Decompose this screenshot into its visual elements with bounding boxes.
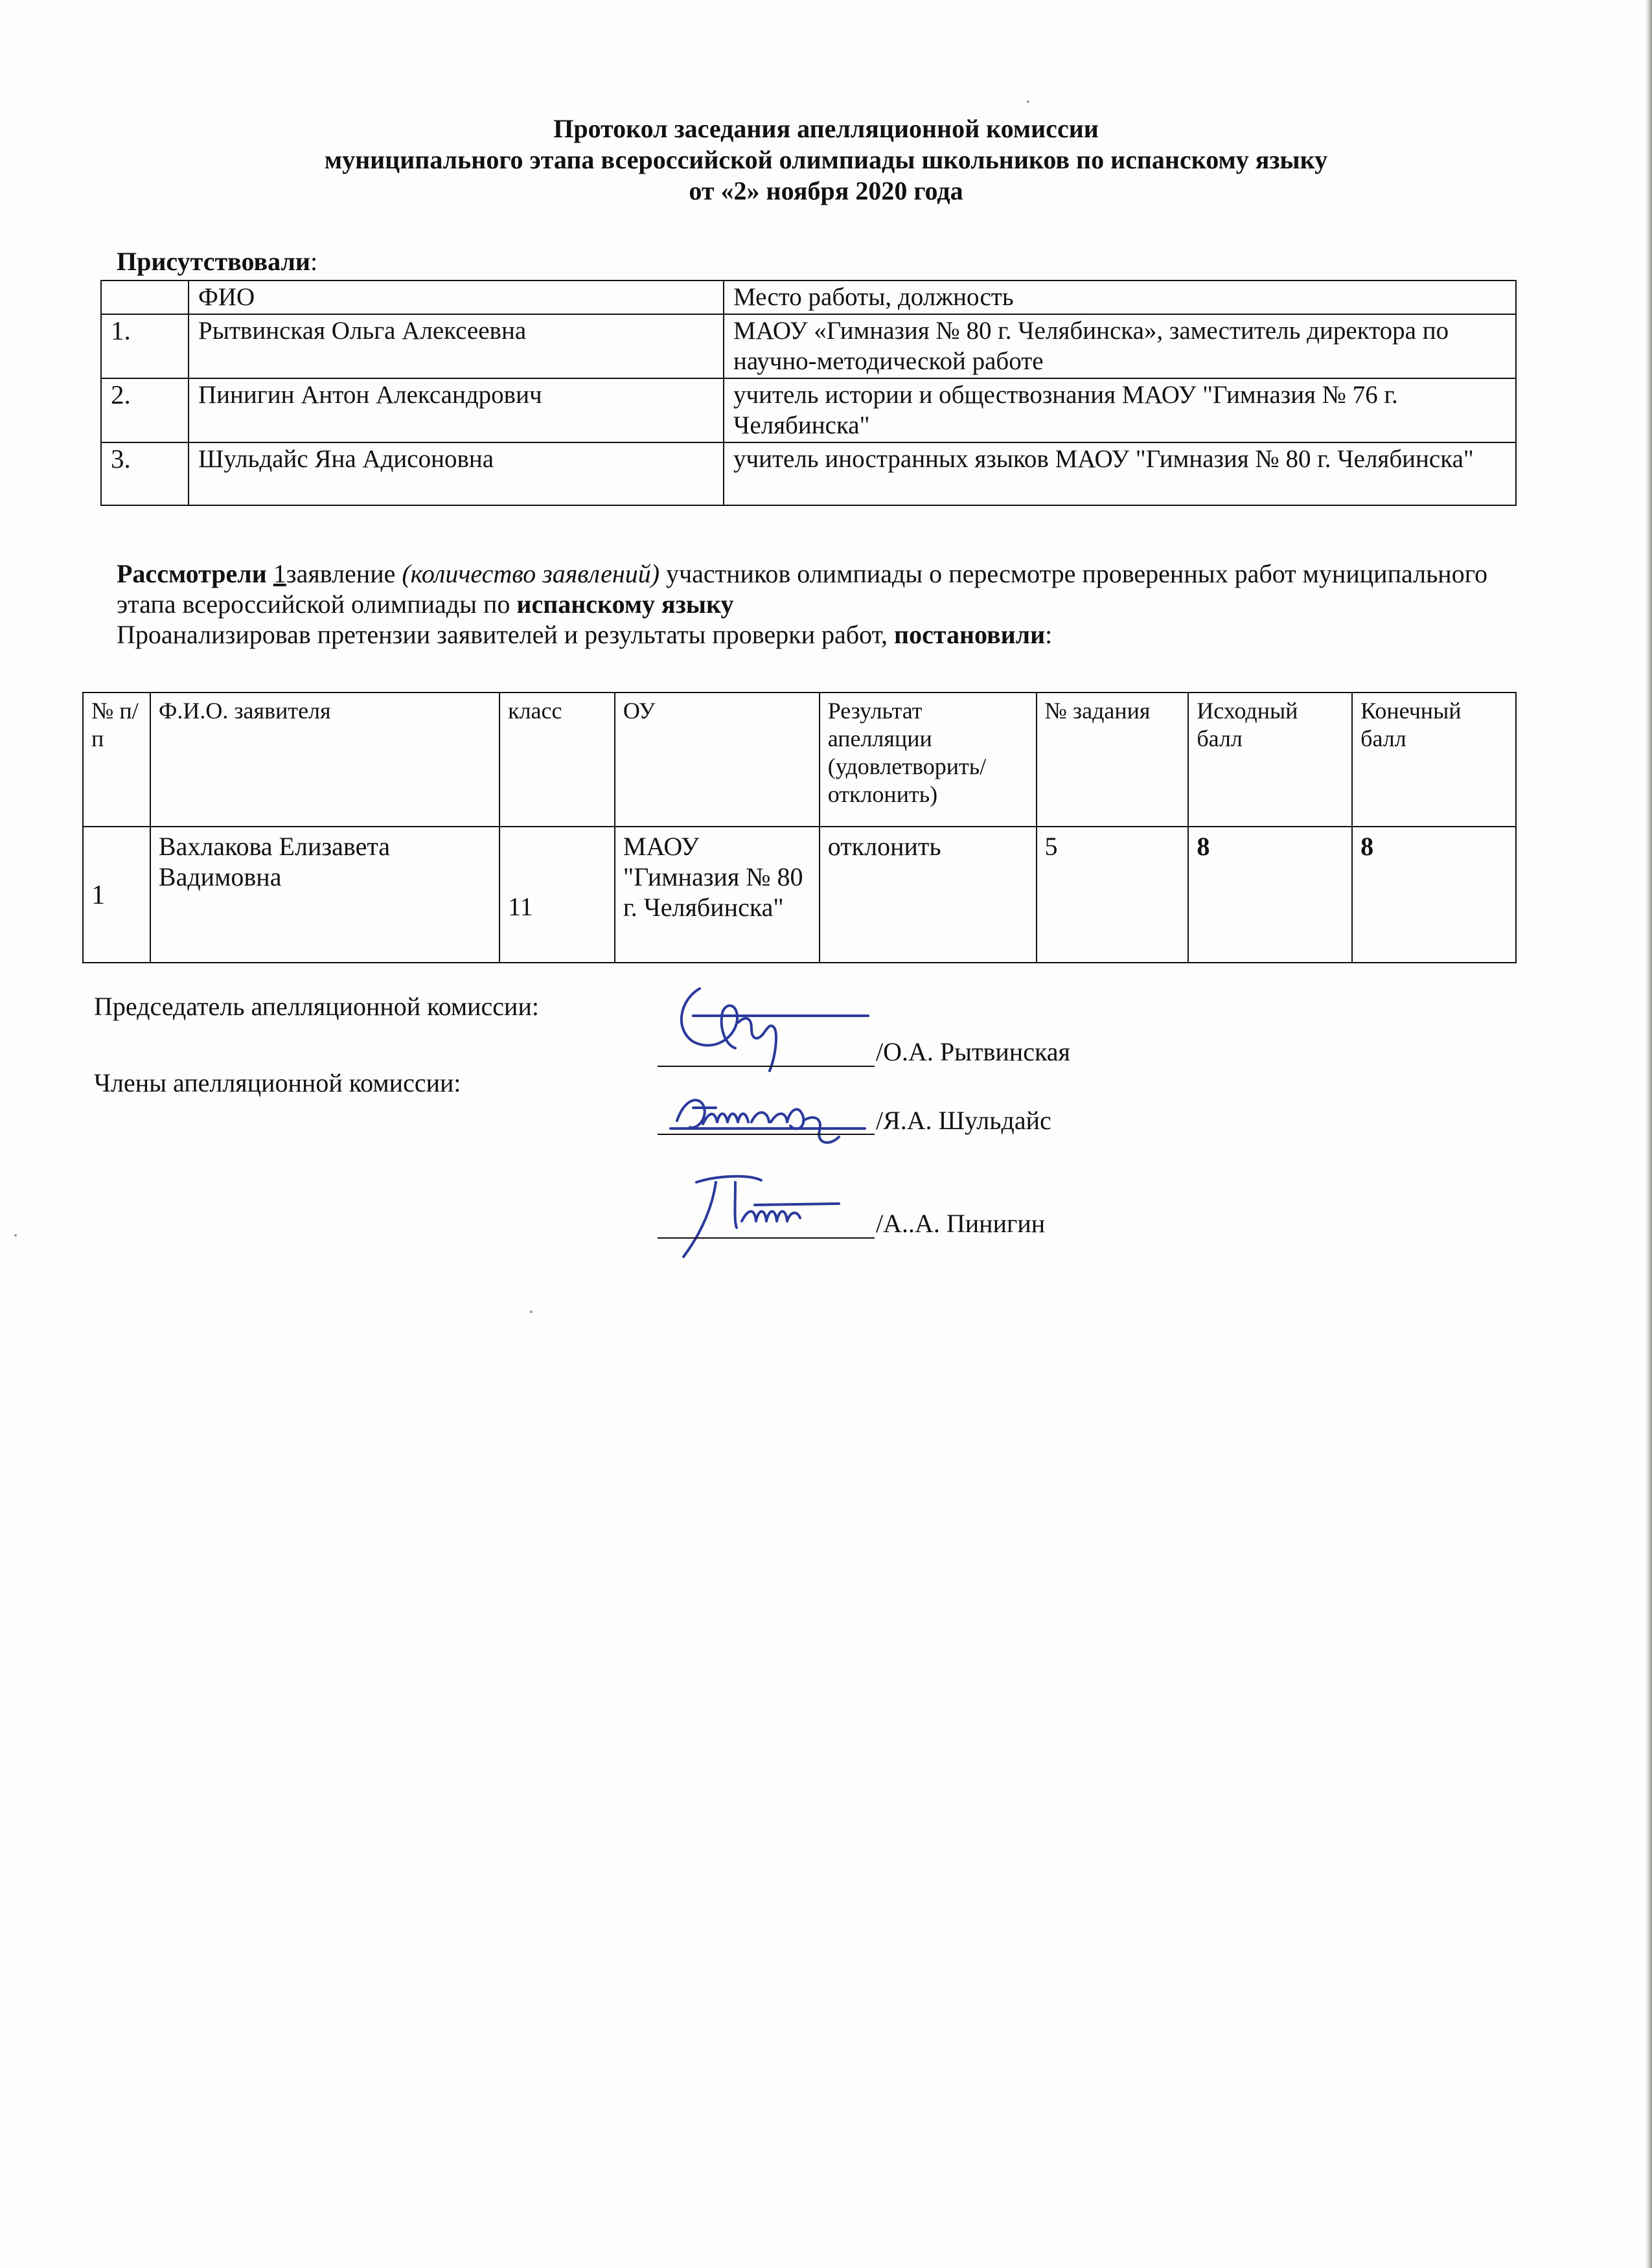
chair-signature (654, 977, 875, 1081)
attendee-num: 2. (101, 378, 189, 442)
appeal-task: 5 (1037, 827, 1189, 963)
chair-name: /О.А. Рытвинская (876, 1037, 1070, 1066)
scan-edge (1646, 0, 1652, 2268)
attendee-fio: Пинигин Антон Александрович (189, 378, 724, 442)
appeals-header-initial: Исходный балл (1188, 693, 1352, 827)
appeals-table (82, 692, 1517, 963)
appeal-result: отклонить (820, 827, 1037, 963)
considered-text2: участников олимпиады о пересмотре проверенных работ муниципального этапа всероссийской олимпиады по (117, 559, 1488, 619)
attendee-num: 3. (101, 442, 189, 505)
considered-count: 1 (273, 559, 286, 588)
attendee-fio: Рытвинская Ольга Алексеевна (189, 314, 724, 378)
attendee-num: 1. (101, 314, 189, 378)
resolved-word: постановили (894, 620, 1046, 649)
member1-signature (658, 1082, 878, 1153)
appeals-header-num: № п/п (83, 693, 150, 827)
appeal-fio: Вахлакова Елизавета Вадимовна (150, 827, 499, 963)
title-line-3: от «2» ноября 2020 года (689, 176, 963, 205)
resolved-colon: : (1045, 620, 1053, 649)
considered-text1: заявление (286, 559, 396, 588)
attendees-header-num (101, 281, 189, 314)
appeals-header-fio: Ф.И.О. заявителя (150, 693, 499, 827)
member2-signature-line (658, 1237, 875, 1239)
present-label-colon: : (310, 247, 318, 276)
scan-speck (1027, 100, 1029, 103)
attendee-row (101, 442, 1516, 505)
members-label: Члены апелляционной комиссии: (94, 1068, 461, 1097)
attendee-fio: Шульдайс Яна Адисоновна (189, 442, 724, 505)
considered-paragraph (117, 558, 1542, 650)
present-label-bold: Присутствовали (117, 247, 310, 276)
appeal-final-score: 8 (1352, 827, 1516, 963)
chair-signature-line (658, 1066, 875, 1067)
appeal-school: МАОУ "Гимназия № 80 г. Челябинска" (615, 827, 820, 963)
appeals-header-result: Результат апелляции (удовлетворить/ отклонить) (820, 693, 1037, 827)
member1-name: /Я.А. Шульдайс (876, 1106, 1051, 1135)
title-line-1: Протокол заседания апелляционной комиссии (553, 114, 1099, 143)
attendee-work: МАОУ «Гимназия № 80 г. Челябинска», заместитель директора по научно-методической работе (724, 314, 1516, 378)
appeal-class: 11 (499, 827, 615, 963)
appeal-initial-score: 8 (1188, 827, 1352, 963)
member2-name: /А..А. Пинигин (876, 1209, 1046, 1238)
attendees-header-fio: ФИО (189, 281, 724, 314)
attendees-header-row (101, 281, 1516, 314)
member2-signature (658, 1166, 878, 1263)
appeals-header-final: Конечный балл (1352, 693, 1516, 827)
scan-speck (530, 1311, 533, 1313)
considered-bold: Рассмотрели (117, 559, 267, 588)
title-line-2: муниципального этапа всероссийской олимпиады школьников по испанскому языку (324, 145, 1328, 174)
attendee-row (101, 378, 1516, 442)
appeal-row (83, 827, 1516, 963)
attendee-work: учитель истории и обществознания МАОУ "Гимназия № 76 г. Челябинска" (724, 378, 1516, 442)
considered-line (117, 558, 1542, 619)
appeals-header-class: класс (499, 693, 615, 827)
appeal-num: 1 (83, 827, 150, 963)
analyzed-line (117, 619, 1542, 650)
attendees-header-work: Место работы, должность (724, 281, 1516, 314)
considered-italic-note: (количество заявлений) (402, 559, 660, 588)
present-label (117, 246, 317, 277)
document-title (0, 113, 1652, 207)
considered-subject: испанскому языку (516, 590, 734, 619)
appeals-header-row (83, 693, 1516, 827)
scan-speck (14, 1234, 17, 1237)
analyzed-text: Проанализировав претензии заявителей и результаты проверки работ, (117, 620, 888, 649)
member1-signature-line (658, 1134, 875, 1135)
appeals-header-task: № задания (1037, 693, 1189, 827)
attendee-work: учитель иностранных языков МАОУ "Гимназия № 80 г. Челябинска" (724, 442, 1516, 505)
chair-label: Председатель апелляционной комиссии: (94, 992, 539, 1021)
attendees-table (100, 280, 1517, 506)
attendee-row (101, 314, 1516, 378)
appeals-header-school: ОУ (615, 693, 820, 827)
